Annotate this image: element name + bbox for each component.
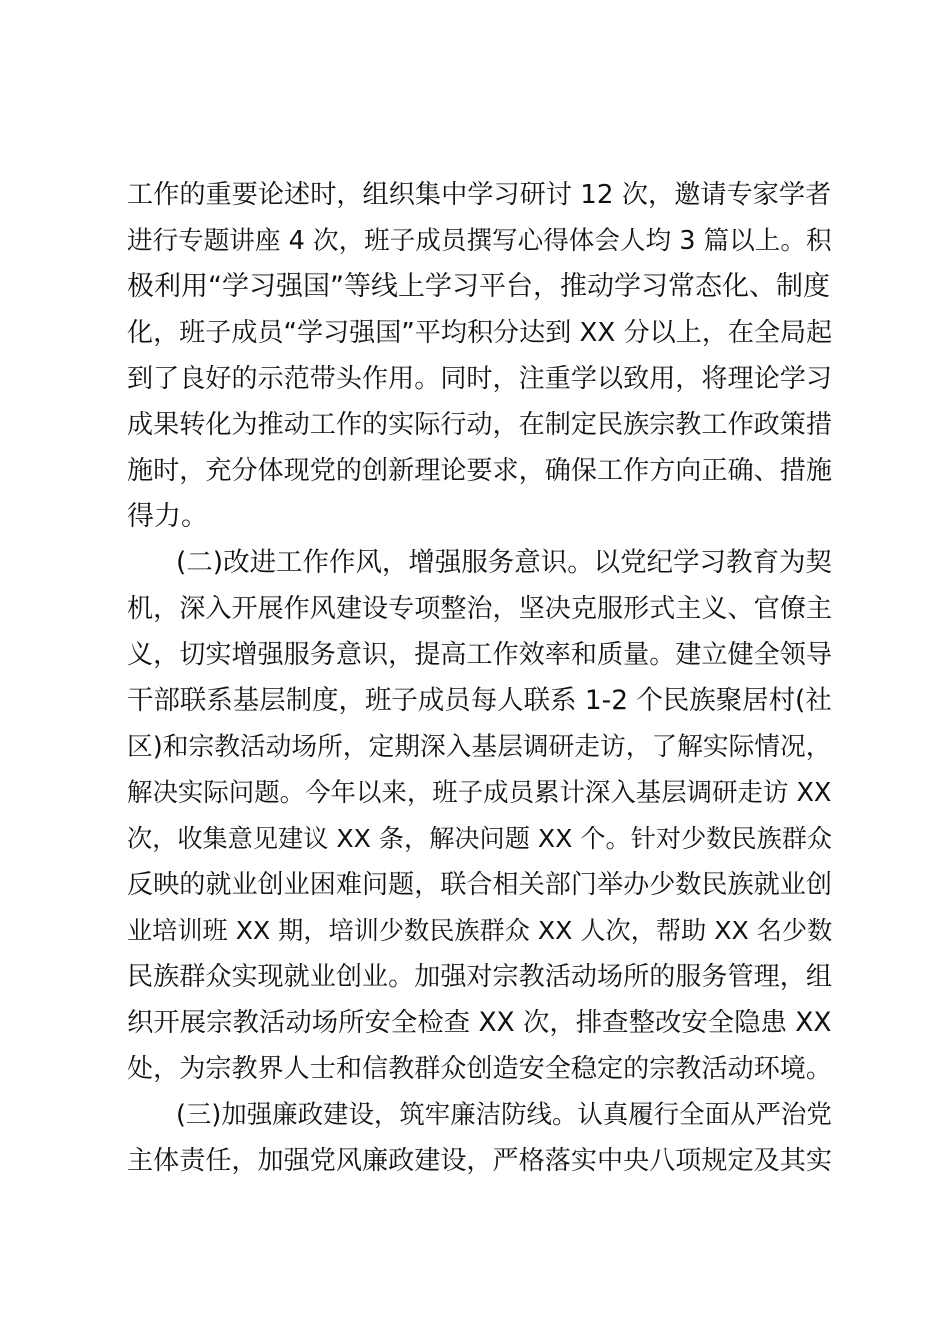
text-line: 施时，充分体现党的创新理论要求，确保工作方向正确、措施 xyxy=(127,456,832,486)
text-line: 进行专题讲座 4 次，班子成员撰写心得体会人均 3 篇以上。积 xyxy=(127,226,832,256)
text-line: 反映的就业创业困难问题，联合相关部门举办少数民族就业创 xyxy=(127,870,832,900)
text-line: 民族群众实现就业创业。加强对宗教活动场所的服务管理，组 xyxy=(127,962,832,992)
text-line: 工作的重要论述时，组织集中学习研讨 12 次，邀请专家学者 xyxy=(127,180,832,210)
text-line: 次，收集意见建议 XX 条，解决问题 XX 个。针对少数民族群众 xyxy=(127,824,833,853)
text-line: 机，深入开展作风建设专项整治，坚决克服形式主义、官僚主 xyxy=(127,594,832,624)
text-line: 到了良好的示范带头作用。同时，注重学以致用，将理论学习 xyxy=(127,364,832,394)
text-line: 得力。 xyxy=(127,501,208,532)
text-line: 处，为宗教界人士和信教群众创造安全稳定的宗教活动环境。 xyxy=(127,1054,832,1084)
text-line: 主体责任，加强党风廉政建设，严格落实中央八项规定及其实 xyxy=(127,1146,832,1176)
section-heading-line: (二)改进工作作风，增强服务意识。以党纪学习教育为契 xyxy=(176,547,832,578)
section-heading-line: (三)加强廉政建设，筑牢廉洁防线。认真履行全面从严治党 xyxy=(176,1100,832,1130)
text-line: 成果转化为推动工作的实际行动，在制定民族宗教工作政策措 xyxy=(127,410,832,440)
text-line: 业培训班 XX 期，培训少数民族群众 XX 人次，帮助 XX 名少数 xyxy=(127,916,833,945)
text-line: 极利用“学习强国”等线上学习平台，推动学习常态化、制度 xyxy=(127,271,830,302)
text-line: 区)和宗教活动场所，定期深入基层调研走访，了解实际情况， xyxy=(127,732,832,762)
text-line: 干部联系基层制度，班子成员每人联系 1-2 个民族聚居村(社 xyxy=(127,685,832,716)
text-line: 织开展宗教活动场所安全检查 XX 次，排查整改安全隐患 XX xyxy=(127,1007,832,1038)
text-line: 解决实际问题。今年以来，班子成员累计深入基层调研走访 XX xyxy=(127,778,832,808)
text-line: 义，切实增强服务意识，提高工作效率和质量。建立健全领导 xyxy=(127,640,832,670)
text-line: 化，班子成员“学习强国”平均积分达到 XX 分以上，在全局起 xyxy=(127,318,833,348)
